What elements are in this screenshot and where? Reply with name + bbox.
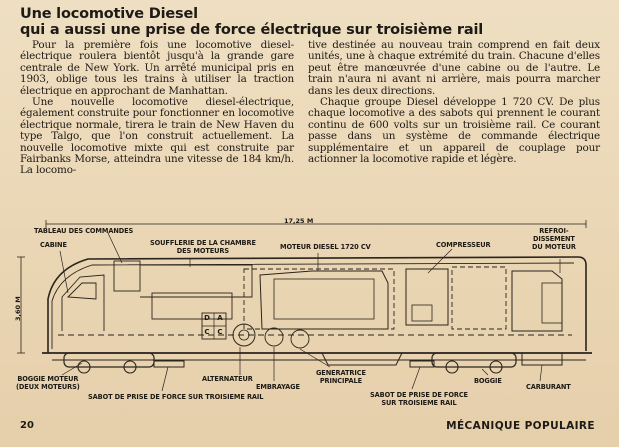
label-line: DES MOTEURS (176, 247, 230, 255)
text-column-left (20, 40, 294, 177)
label-cabine: CABINE (40, 241, 67, 249)
paragraph: tive destinée au nouveau train comprend en fait deux unités, une à chaque extrémité du train. Chacune d'elles peut être manœuvrée d'une cabine ou de l'autre. Le train n'aura ni avant ni arrière, mais pourra marcher dans les deux directions. (308, 39, 600, 97)
panel-cell: C (204, 328, 210, 336)
magazine-name: MÉCANIQUE POPULAIRE (446, 420, 595, 432)
label-line: (DEUX MOTEURS) (16, 383, 80, 391)
title-line-2: qui a aussi une prise de force électrique sur troisième rail (20, 22, 483, 38)
paragraph: Chaque groupe Diesel développe 1 720 CV. De plus chaque locomotive a des sabots qui prennent le courant continu de 600 volts sur un troisième rail. Ce courant passe dans un système de commande électrique supplémentaire et un appareil de couplage pour actionner la locomotive rapide et légère. (308, 96, 600, 166)
label-generatrice (316, 369, 366, 385)
label-sabot-1: SABOT DE PRISE DE FORCE SUR TROISIEME RAIL (88, 393, 264, 401)
label-moteur: MOTEUR DIESEL 1720 CV (280, 243, 371, 251)
text-column-right (308, 40, 600, 165)
label-line: SUR TROISIEME RAIL (381, 399, 457, 407)
height-dimension: 3,60 M (14, 296, 22, 321)
label-line: GENERATRICE (316, 369, 366, 377)
label-carburant: CARBURANT (526, 383, 571, 391)
label-soufflerie (150, 239, 256, 255)
locomotive-diagram (12, 213, 610, 418)
label-alternateur: ALTERNATEUR (202, 375, 253, 383)
label-line: PRINCIPALE (319, 377, 363, 385)
article-title (20, 6, 610, 38)
label-line: DU MOTEUR (532, 243, 576, 251)
label-boggie: BOGGIE (474, 377, 502, 385)
label-embrayage: EMBRAYAGE (256, 383, 300, 391)
page-number: 20 (20, 420, 34, 431)
paragraph: Pour la première fois une locomotive diesel-électrique roulera bientôt jusqu'à la grande gare centrale de New York. Un arrêté municipal pris en 1903, oblige tous les trains à utiliser la traction électrique en approchant de Manhattan. (20, 39, 294, 97)
label-line: REFROI- (539, 227, 569, 235)
paragraph: Une nouvelle locomotive diesel-électrique, également construite pour fonctionner en locomotive électrique normale, tirera le train de New Haven du type Talgo, que l'on construit actuellement. La nouvelle locomotive mixte qui est construite par Fairbanks Morse, atteindra une vitesse de 184 km/h. La locomo- (20, 96, 294, 177)
length-dimension: 17,25 M (284, 217, 314, 225)
label-line: DISSEMENT (533, 235, 575, 243)
label-refroidissement (532, 227, 576, 251)
panel-cell: D (204, 314, 210, 322)
label-tableau: TABLEAU DES COMMANDES (34, 227, 134, 235)
label-boggie-moteur (16, 375, 80, 391)
label-line: BOGGIE MOTEUR (17, 375, 79, 383)
label-line: SABOT DE PRISE DE FORCE (370, 391, 468, 399)
label-sabot-2 (370, 391, 468, 407)
label-line: SOUFFLERIE DE LA CHAMBRE (150, 239, 256, 247)
title-line-1: Une locomotive Diesel (20, 6, 198, 22)
panel-cell: A (217, 314, 223, 322)
label-compresseur: COMPRESSEUR (436, 241, 491, 249)
panel-cell: C (217, 328, 223, 336)
